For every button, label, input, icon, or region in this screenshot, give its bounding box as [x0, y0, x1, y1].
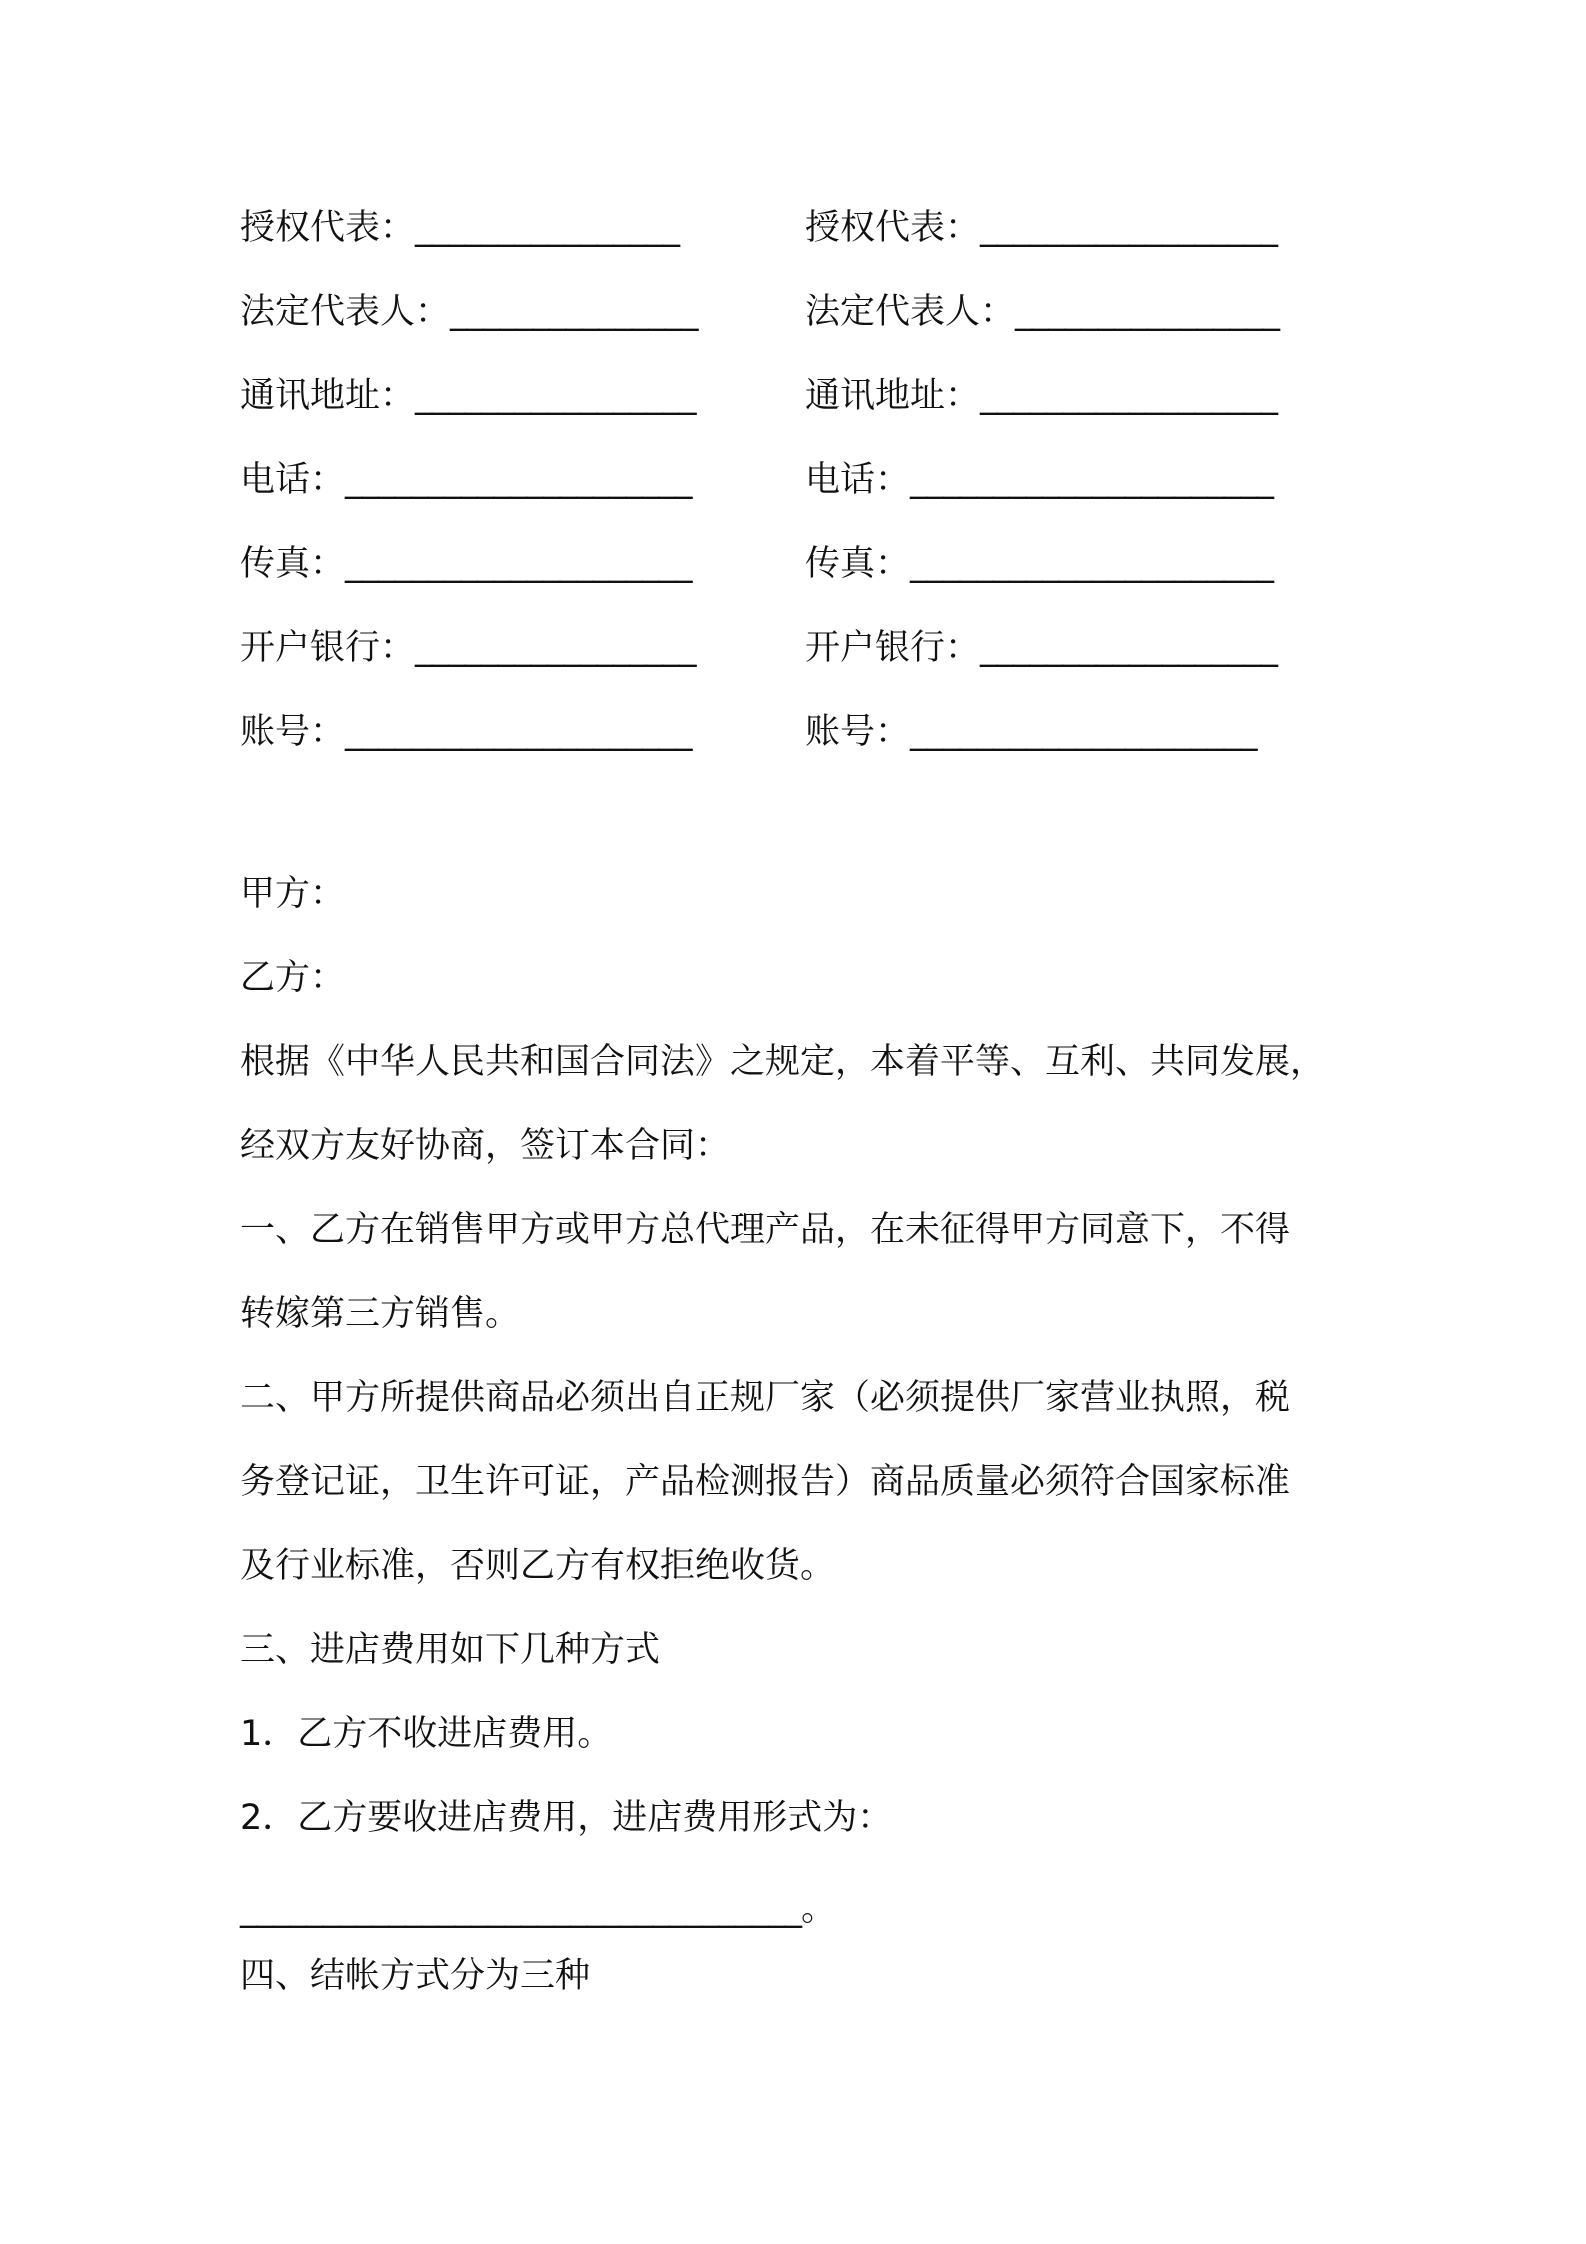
party-a-phone-field[interactable] [240, 450, 692, 510]
party-a-bank-field[interactable] [240, 618, 696, 678]
form-row-bank [240, 618, 1360, 702]
field-label: 通讯地址： [805, 376, 981, 416]
party-a-authorized-rep-field[interactable] [240, 198, 679, 258]
field-label: 电话： [805, 460, 911, 500]
party-b-authorized-rep-field[interactable] [805, 198, 1277, 258]
field-label: 开户银行： [240, 628, 416, 668]
field-label: 开户银行： [805, 628, 981, 668]
field-label: 账号： [240, 712, 346, 752]
party-b-fax-field[interactable] [805, 534, 1273, 594]
clause-2-line-1: 二、甲方所提供商品必须出自正规厂家（必须提供厂家营业执照，税 [240, 1378, 1291, 1418]
party-b-address-field[interactable] [805, 366, 1277, 426]
field-label: 法定代表人： [240, 292, 451, 332]
clause-4-title: 四、结帐方式分为三种 [240, 1956, 591, 1996]
field-label: 传真： [805, 544, 911, 584]
blank-line: _________________ [415, 376, 696, 416]
contract-body [240, 864, 1360, 2030]
intro-paragraph-line-1: 根据《中华人民共和国合同法》之规定，本着平等、互利、共同发展， [240, 1042, 1326, 1082]
party-b-legal-rep-field[interactable] [805, 282, 1279, 342]
party-b-bank-field[interactable] [805, 618, 1277, 678]
entry-fee-form-blank[interactable] [240, 1872, 1360, 1946]
party-b-phone-field[interactable] [805, 450, 1273, 510]
party-a-account-field[interactable] [240, 702, 692, 762]
field-label: 电话： [240, 460, 346, 500]
form-row-fax [240, 534, 1360, 618]
party-a-fax-field[interactable] [240, 534, 692, 594]
party-b-account-field[interactable] [805, 702, 1257, 762]
field-label: 传真： [240, 544, 346, 584]
intro-paragraph-line-2: 经双方友好协商，签订本合同： [240, 1126, 731, 1166]
form-row-address [240, 366, 1360, 450]
blank-line: ________________ [415, 208, 680, 248]
field-label: 授权代表： [240, 208, 416, 248]
blank-line: __________________ [980, 628, 1278, 668]
blank-line: __________________________________ [240, 1889, 801, 1929]
form-row-phone [240, 450, 1360, 534]
party-info-form [240, 198, 1360, 786]
clause-1-line-2: 转嫁第三方销售。 [240, 1294, 521, 1334]
clause-3-item-2: 2．乙方要收进店费用，进店费用形式为： [240, 1798, 893, 1838]
clause-1-line-1: 一、乙方在销售甲方或甲方总代理产品，在未征得甲方同意下，不得 [240, 1210, 1291, 1250]
blank-line: ______________________ [910, 460, 1274, 500]
party-a-address-field[interactable] [240, 366, 696, 426]
party-b-line: 乙方： [240, 958, 346, 998]
clause-2-line-3: 及行业标准，否则乙方有权拒绝收货。 [240, 1546, 836, 1586]
blank-line: __________________ [980, 376, 1278, 416]
blank-line: _______________ [450, 292, 698, 332]
clause-3-item-1: 1．乙方不收进店费用。 [240, 1714, 613, 1754]
party-a-line: 甲方： [240, 874, 346, 914]
field-label: 通讯地址： [240, 376, 416, 416]
clause-2-line-2: 务登记证，卫生许可证，产品检测报告）商品质量必须符合国家标准 [240, 1462, 1291, 1502]
party-a-legal-rep-field[interactable] [240, 282, 698, 342]
period-mark: 。 [801, 1889, 837, 1929]
field-label: 授权代表： [805, 208, 981, 248]
clause-3-title: 三、进店费用如下几种方式 [240, 1630, 661, 1670]
form-row-authorized-rep [240, 198, 1360, 282]
blank-line: _________________ [415, 628, 696, 668]
field-label: 账号： [805, 712, 911, 752]
form-row-legal-rep [240, 282, 1360, 366]
blank-line: ______________________ [910, 544, 1274, 584]
field-label: 法定代表人： [805, 292, 1016, 332]
blank-line: _____________________ [345, 712, 692, 752]
blank-line: __________________ [980, 208, 1278, 248]
blank-line: _____________________ [345, 460, 692, 500]
blank-line: ________________ [1015, 292, 1280, 332]
form-row-account [240, 702, 1360, 786]
blank-line: _____________________ [910, 712, 1257, 752]
blank-line: _____________________ [345, 544, 692, 584]
